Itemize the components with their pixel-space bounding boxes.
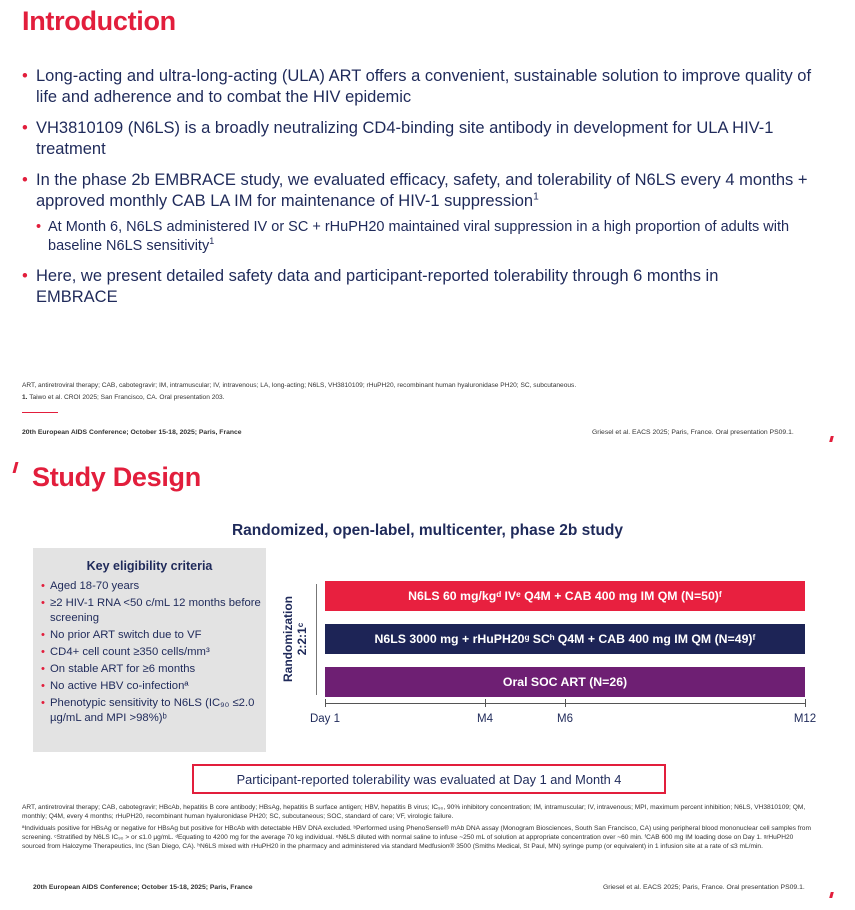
bullet-text: At Month 6, N6LS administered IV or SC + rHuPH20 maintained viral suppression in a high proportion of adults with baseline N6LS sensitivity xyxy=(48,219,790,254)
arm-label: N6LS 60 mg/kgᵈ IVᵉ Q4M + CAB 400 mg IM QM (N=50)ᶠ xyxy=(408,589,722,603)
bullet-item xyxy=(22,66,832,108)
footnote-divider xyxy=(22,412,58,413)
criterion-item: • CD4+ cell count ≥350 cells/mm³ xyxy=(41,646,210,658)
corner-accent-mark xyxy=(829,436,834,442)
timeline-tick-label: Day 1 xyxy=(309,713,341,725)
arm-bar-n6ls-sc xyxy=(325,624,805,654)
study-subtitle: Randomized, open-label, multicenter, phase 2b study xyxy=(231,522,624,539)
arm-label: N6LS 3000 mg + rHuPH20ᵍ SCʰ Q4M + CAB 400 mg IM QM (N=49)ᶠ xyxy=(374,632,756,646)
bullet-text: Here, we present detailed safety data and participant-reported tolerability through 6 months in EMBRACE xyxy=(36,267,719,306)
timeline-tick xyxy=(805,699,806,707)
footnotes: ªIndividuals positive for HBsAg or negative for HBsAg but positive for HBcAb with detectable HBV DNA excluded. ᵇPerformed using PhenoSense® mAb DNA assay (Monogram Biosciences, South San Francisco, CA) using peripheral blood mononuclear cell samples from screening. ᶜStratified by N6LS IC₉₀ > or ≤1.0 µg/mL. ᵈEquating to 4200 mg for the average 70 kg individual. ᵉN6LS diluted with normal saline to infuse ~250 mL of solution at appropriate concentration over ~60 min. ᶠCAB 600 mg IM loading dose on Day 1. ᵍrHuPH20 sourced from Halozyme Therapeutics, Inc (San Diego, CA). ʰN6LS mixed with rHuPH20 in the pharmacy and administered via standard Medfusion® 3500 (Smiths Medical, St Paul, MN) syringe pump (or equivalent) in 1 infusion site at a rate of ≤3 mL/min. xyxy=(22,825,811,850)
criterion-item: • Aged 18-70 years xyxy=(41,580,140,592)
bullet-item xyxy=(22,170,832,212)
bullet-dot-icon: • xyxy=(41,697,45,709)
bullet-dot-icon: • xyxy=(41,580,45,592)
bullet-item xyxy=(22,266,796,308)
randomization-text: Randomization xyxy=(281,596,295,682)
footer-citation: Griesel et al. EACS 2025; Paris, France. Oral presentation PS09.1. xyxy=(603,884,805,891)
randomization-label xyxy=(281,584,309,694)
eligibility-title: Key eligibility criteria xyxy=(86,559,213,573)
sub-bullet-item xyxy=(22,218,832,256)
timeline-tick xyxy=(565,699,566,707)
randomization-ratio: 2:2:1ᶜ xyxy=(295,622,309,656)
timeline-tick-label: M6 xyxy=(557,713,573,725)
bullet-dot-icon: • xyxy=(36,219,42,235)
eligibility-box xyxy=(33,548,266,752)
bullet-dot-icon: • xyxy=(41,629,45,641)
citation-superscript: 1 xyxy=(533,191,539,203)
slide-divider xyxy=(0,448,855,456)
bullet-dot-icon: • xyxy=(22,67,28,85)
footer-citation: Griesel et al. EACS 2025; Paris, France. Oral presentation PS09.1. xyxy=(592,429,794,436)
abbreviations: ART, antiretroviral therapy; CAB, cabotegravir; IM, intramuscular; IV, intravenous; LA, long-acting; N6LS, VH3810109; rHuPH20, recombinant human hyaluronidase PH20; SC, subcutaneous. xyxy=(22,382,577,389)
reference xyxy=(22,393,822,402)
slide-title: Introduction xyxy=(22,6,176,36)
timeline-tick-label: M4 xyxy=(477,713,493,725)
randomization-bracket xyxy=(316,584,321,695)
bullet-dot-icon: • xyxy=(41,663,45,675)
bullet-text: Long-acting and ultra-long-acting (ULA) ART offers a convenient, sustainable solution to improve quality of life and adherence and to combat the HIV epidemic xyxy=(36,67,812,106)
criterion-item: • No prior ART switch due to VF xyxy=(41,629,202,641)
footer-conference: 20th European AIDS Conference; October 15-18, 2025; Paris, France xyxy=(33,884,253,891)
timeline-tick-label: M12 xyxy=(793,713,817,725)
bullet-item xyxy=(22,118,832,160)
reference-text: Taiwo et al. CROI 2025; San Francisco, CA. Oral presentation 203. xyxy=(29,394,225,401)
arm-label: Oral SOC ART (N=26) xyxy=(502,675,628,689)
reference-number: 1. xyxy=(22,394,28,401)
criterion-item: • Phenotypic sensitivity to N6LS (IC₉₀ ≤2.0 µg/mL and MPI >98%)ᵇ xyxy=(41,697,255,724)
bullet-dot-icon: • xyxy=(22,119,28,137)
citation-superscript: 1 xyxy=(209,236,215,247)
slide-title: Study Design xyxy=(32,462,201,492)
bullet-dot-icon: • xyxy=(41,680,45,692)
abbreviations: ART, antiretroviral therapy; CAB, cabotegravir; HBcAb, hepatitis B core antibody; HBsAg, hepatitis B surface antigen; HBV, hepatitis B virus; IC₉₀, 90% inhibitory concentration; IM, intramuscular; IV, intravenous; MPI, maximum percent inhibition; N6LS, VH3810109; QM, monthly; Q4M, every 4 months; rHuPH20, recombinant human hyaluronidase PH20; SC, subcutaneous; SOC, standard of care; VF, virologic failure. xyxy=(22,804,806,820)
timeline-tick xyxy=(485,699,486,707)
bullet-text: VH3810109 (N6LS) is a broadly neutralizing CD4-binding site antibody in development for ULA HIV-1 treatment xyxy=(36,119,774,158)
arm-bar-oral-soc xyxy=(325,667,805,697)
arm-bar-n6ls-iv xyxy=(325,581,805,611)
criterion-item: • No active HBV co-infectionª xyxy=(41,680,189,692)
footer-conference: 20th European AIDS Conference; October 15-18, 2025; Paris, France xyxy=(22,429,242,436)
bullet-list xyxy=(22,66,832,318)
bullet-dot-icon: • xyxy=(22,267,28,285)
slide-study-design xyxy=(0,456,855,910)
bullet-dot-icon: • xyxy=(22,171,28,189)
criterion-item: • On stable ART for ≥6 months xyxy=(41,663,196,675)
timeline-tick xyxy=(325,699,326,707)
bullet-text: In the phase 2b EMBRACE study, we evaluated efficacy, safety, and tolerability of N6LS every 4 months + approved monthly CAB LA IM for maintenance of HIV-1 suppression xyxy=(36,171,808,210)
tolerability-callout: Participant-reported tolerability was evaluated at Day 1 and Month 4 xyxy=(192,764,666,794)
corner-accent-mark xyxy=(829,892,834,898)
bullet-dot-icon: • xyxy=(41,646,45,658)
corner-accent-mark xyxy=(13,462,19,473)
slide-introduction xyxy=(0,0,855,448)
criterion-item: • ≥2 HIV-1 RNA <50 c/mL 12 months before screening xyxy=(41,597,261,624)
bullet-dot-icon: • xyxy=(41,597,45,609)
